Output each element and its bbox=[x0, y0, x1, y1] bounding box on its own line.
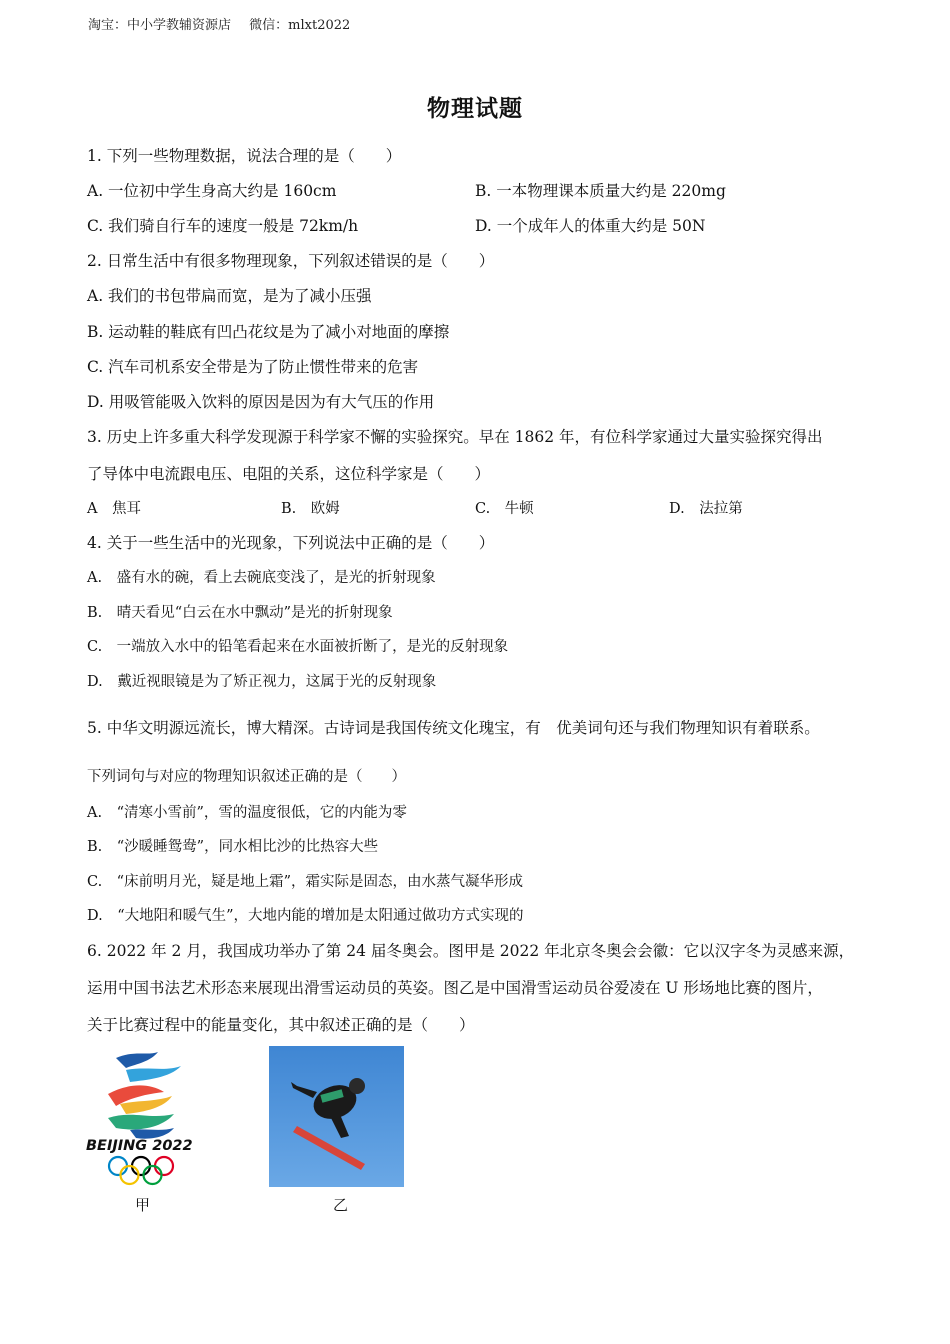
q3-option-a: A 焦耳 bbox=[87, 501, 141, 517]
q4-option-b: B. 晴天看见“白云在水中飘动”是光的折射现象 bbox=[87, 605, 393, 621]
athlete-helmet bbox=[349, 1078, 365, 1094]
ring-blue bbox=[109, 1157, 127, 1175]
q5-option-d: D. “大地阳和暖气生”，大地内能的增加是太阳通过做功方式实现的 bbox=[87, 908, 524, 924]
ring-yellow bbox=[121, 1166, 139, 1184]
wechat-label: 微信：mlxt2022 bbox=[249, 18, 351, 33]
q1-option-d: D. 一个成年人的体重大约是 50N bbox=[475, 217, 706, 235]
page-header bbox=[88, 14, 350, 33]
q1-option-b: B. 一本物理课本质量大约是 220mg bbox=[475, 182, 726, 200]
q5-option-b: B. “沙暖睡鸳鸯”，同水相比沙的比热容大些 bbox=[87, 839, 379, 855]
page-title: 物理试题 bbox=[427, 95, 523, 122]
emblem-stroke-lightblue bbox=[126, 1066, 181, 1082]
q2-option-c: C. 汽车司机系安全带是为了防止惯性带来的危害 bbox=[87, 358, 419, 376]
q5-option-a: A. “清寒小雪前”，雪的温度很低，它的内能为零 bbox=[87, 805, 407, 821]
caption-yi: 乙 bbox=[333, 1196, 349, 1214]
q1-option-a: A. 一位初中学生身高大约是 160cm bbox=[87, 182, 337, 200]
emblem-stroke-green bbox=[108, 1114, 174, 1129]
q1-stem: 1. 下列一些物理数据，说法合理的是（ ） bbox=[87, 147, 402, 165]
emblem-stroke-blue bbox=[116, 1052, 158, 1068]
caption-jia: 甲 bbox=[135, 1196, 151, 1214]
q4-option-d: D. 戴近视眼镜是为了矫正视力，这属于光的反射现象 bbox=[87, 674, 437, 690]
q3-option-c: C. 牛顿 bbox=[475, 501, 534, 517]
ring-green bbox=[144, 1166, 162, 1184]
q3-option-b: B. 欧姆 bbox=[281, 501, 340, 517]
q4-option-c: C. 一端放入水中的铅笔看起来在水面被折断了，是光的反射现象 bbox=[87, 639, 509, 655]
q6-stem-line3: 关于比赛过程中的能量变化，其中叙述正确的是（ ） bbox=[87, 1016, 475, 1034]
emblem-logo-text: BEIJING 2022 bbox=[86, 1138, 193, 1154]
q1-option-c: C. 我们骑自行车的速度一般是 72km/h bbox=[87, 217, 359, 235]
q5-option-c: C. “床前明月光，疑是地上霜”，霜实际是固态，由水蒸气凝华形成 bbox=[87, 874, 524, 890]
q3-option-d: D. 法拉第 bbox=[669, 501, 743, 517]
q3-stem-line1: 3. 历史上许多重大科学发现源于科学家不懈的实验探究。早在 1862 年，有位科学家通过大量实验探究得出 bbox=[87, 428, 823, 446]
q4-option-a: A. 盛有水的碗，看上去碗底变浅了，是光的折射现象 bbox=[87, 570, 436, 586]
beijing-2022-emblem bbox=[86, 1048, 206, 1188]
q4-stem: 4. 关于一些生活中的光现象，下列说法中正确的是（ ） bbox=[87, 534, 495, 552]
q6-stem-line1: 6. 2022 年 2 月，我国成功举办了第 24 届冬奥会。图甲是 2022 年北京冬奥会会徽：它以汉字冬为灵感来源， bbox=[87, 942, 855, 960]
q3-stem-line2: 了导体中电流跟电压、电阻的关系，这位科学家是（ ） bbox=[87, 465, 491, 483]
ring-red bbox=[155, 1157, 173, 1175]
shop-label: 淘宝：中小学教辅资源店 bbox=[88, 18, 232, 33]
q2-option-a: A. 我们的书包带扁而宽，是为了减小压强 bbox=[87, 287, 372, 305]
snowboarder-photo bbox=[269, 1046, 404, 1187]
q5-stem-line1: 5. 中华文明源远流长，博大精深。古诗词是我国传统文化瑰宝，有 优美词句还与我们物理知识有着联系。 bbox=[87, 719, 820, 737]
q2-option-d: D. 用吸管能吸入饮料的原因是因为有大气压的作用 bbox=[87, 393, 435, 411]
ring-black bbox=[132, 1157, 150, 1175]
q2-option-b: B. 运动鞋的鞋底有凹凸花纹是为了减小对地面的摩擦 bbox=[87, 323, 450, 341]
q6-stem-line2: 运用中国书法艺术形态来展现出滑雪运动员的英姿。图乙是中国滑雪运动员谷爱凌在 U 形场地比赛的图片， bbox=[87, 979, 823, 997]
q5-stem-line2: 下列词句与对应的物理知识叙述正确的是（ ） bbox=[87, 769, 406, 785]
q2-stem: 2. 日常生活中有很多物理现象，下列叙述错误的是（ ） bbox=[87, 252, 495, 270]
